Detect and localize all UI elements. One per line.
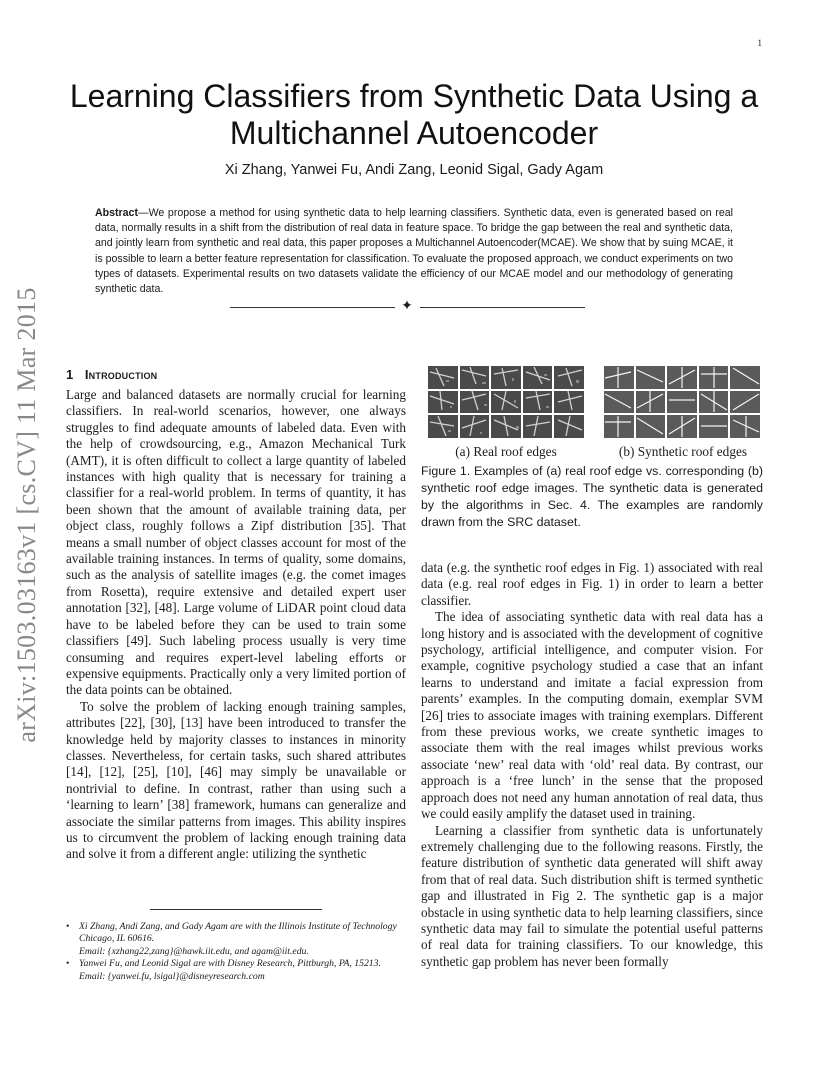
- footnote-text: Yanwei Fu, and Leonid Sigal are with Disney Research, Pittburgh, PA, 15213.: [79, 958, 381, 970]
- synthetic-roof-edges-image: [602, 364, 762, 440]
- footnote-email: Email: {xzhang22,zang}@hawk.iit.edu, and agam@iit.edu.: [79, 945, 309, 957]
- arxiv-stamp: [2, 280, 52, 750]
- abstract: [95, 206, 733, 297]
- section-number: 1: [66, 367, 74, 382]
- section-separator: [230, 298, 585, 318]
- footnote-email: Email: {yanwei.fu, lsigal}@disneyresearch.com: [79, 970, 265, 982]
- right-paragraph-2: The idea of associating synthetic data with real data has a long history and is associated with the development of cognitive psychology, artificial intelligence, and computer vision. For example, cognitive psychology studied a case that an infant learns to understand and imitate a facial expression from parents’ examples. In the computing domain, exemplar SVM [26] tries to associate images with training exemplars. Different from these previous works, we create synthetic images to associate them with the real images whilst previous works associate ‘new’ real data with ‘old’ real data. By contrast, our approach is a ‘free lunch’ in the sense that the proposed approach does not need any human annotation of real data, thus we could easily amplify the dataset used in training.: [421, 609, 763, 822]
- intro-paragraph-2: To solve the problem of lacking enough training samples, attributes [22], [30], [13] have been introduced to transfer the knowledge held by majority classes to instances in minority classes. Nevertheless, for certain tasks, such shared attributes [14], [12], [25], [10], [46] may simply be unavailable or nontrivial to define. In contrast, rather than using such a ‘learning to learn’ [38] framework, humans can generalize and associate the similar patterns from images. This ability inspires us to circumvent the problem of lacking enough training data and solve it from a different angle: utilizing the synthetic: [66, 698, 406, 862]
- left-column: [66, 387, 406, 863]
- abstract-label: Abstract: [95, 207, 138, 219]
- subfigure-caption-b: (b) Synthetic roof edges: [618, 444, 748, 459]
- separator-diamond-icon: ✦: [401, 299, 413, 314]
- figure-1-caption: Figure 1. Examples of (a) real roof edge vs. corresponding (b) synthetic roof edge images. The synthetic data is generated by the algorithms in Sec. 4. The examples are randomly drawn from the SRC dataset.: [421, 464, 763, 529]
- section-heading: [66, 367, 157, 382]
- footnotes: [66, 921, 408, 983]
- title-line-1: Learning Classifiers from Synthetic Data Using a: [69, 78, 759, 114]
- footnote-bullet: •: [66, 958, 70, 970]
- footnote-rule: [150, 909, 322, 910]
- footnote-text: Xi Zhang, Andi Zang, and Gady Agam are with the Illinois Institute of Technology Chicago, IL 60616.: [79, 921, 397, 945]
- synthetic-roof-edge-strokes: [602, 364, 762, 440]
- separator-line-left: [230, 307, 395, 308]
- author-list: Xi Zhang, Yanwei Fu, Andi Zang, Leonid Sigal, Gady Agam: [224, 162, 604, 178]
- section-title: Introduction: [84, 367, 158, 382]
- intro-paragraph-1: Large and balanced datasets are normally crucial for learning classifiers. In real-world scenarios, however, one always struggles to find adequate amounts of labeled data. Even with the help of crowdsourcing, e.g., Amazon Mechanical Turk (AMT), it is often difficult to collect a large quantity of labeled instances with high quality that is necessary for training a classifier for a real-world problem. In terms of quantity, it has been shown that the amount of available training data, per object class, roughly follows a Zipf distribution [35]. That means a small number of object classes account for most of the available training instances. In terms of quality, some domains, such as the analysis of satellite images (e.g. the comet images from Rosetta), require extensive and detailed expert user annotation [32], [48]. Large volume of LiDAR point cloud data have to be labeled before they can be used to train some classifiers [49]. Such labeling process usually is very time consuming and requires expert-level labeling efforts or expensive equipments. Practically only a very limited portion of the data points can be obtained.: [66, 387, 406, 698]
- abstract-text: —We propose a method for using synthetic data to help learning classifiers. Synthetic data, even is generated based on real data, normally results in a shift from the distribution of real data in feature space. To bridge the gap between the real and synthetic data, and jointly learn from synthetic and real data, this paper proposes a Multichannel Autoencoder(MCAE). We show that by suing MCAE, it is possible to learn a better feature representation for classification. To evaluate the proposed approach, we conduct experiments on two types of datasets. Experimental results on two datasets validate the efficiency of our MCAE model and our methodology of generating synthetic data.: [95, 207, 733, 296]
- page-number: 1: [757, 38, 762, 48]
- subfigure-caption-a: (a) Real roof edges: [455, 444, 557, 459]
- footnote-affiliation-1: [66, 921, 408, 958]
- right-column: [421, 560, 763, 970]
- right-paragraph-3: Learning a classifier from synthetic data is unfortunately extremely challenging due to the following reasons. Firstly, the feature distribution of synthetic data generated will shift away from that of real data. Such distribution shift is termed synthetic gap and illustrated in Fig 2. The synthetic gap is a major obstacle in using synthetic data to help learning classifiers, since synthetic data may fail to simulate the potential useful patterns of real data for training classifiers. To our knowledge, this synthetic gap problem has never been formally: [421, 822, 763, 969]
- separator-line-right: [420, 307, 585, 308]
- footnote-affiliation-2: [66, 958, 408, 983]
- footnote-bullet: •: [66, 921, 70, 932]
- real-roof-edges-image: [426, 364, 586, 440]
- right-paragraph-1: data (e.g. the synthetic roof edges in Fig. 1) associated with real data (e.g. real roof edges in Fig. 1) in order to learn a better classifier.: [421, 560, 763, 608]
- arxiv-stamp-text: arXiv:1503.03163v1 [cs.CV] 11 Mar 2015: [12, 287, 41, 743]
- title-line-2: Multichannel Autoencoder: [229, 115, 599, 151]
- real-roof-edge-strokes: [426, 364, 586, 440]
- paper-title: [60, 78, 768, 152]
